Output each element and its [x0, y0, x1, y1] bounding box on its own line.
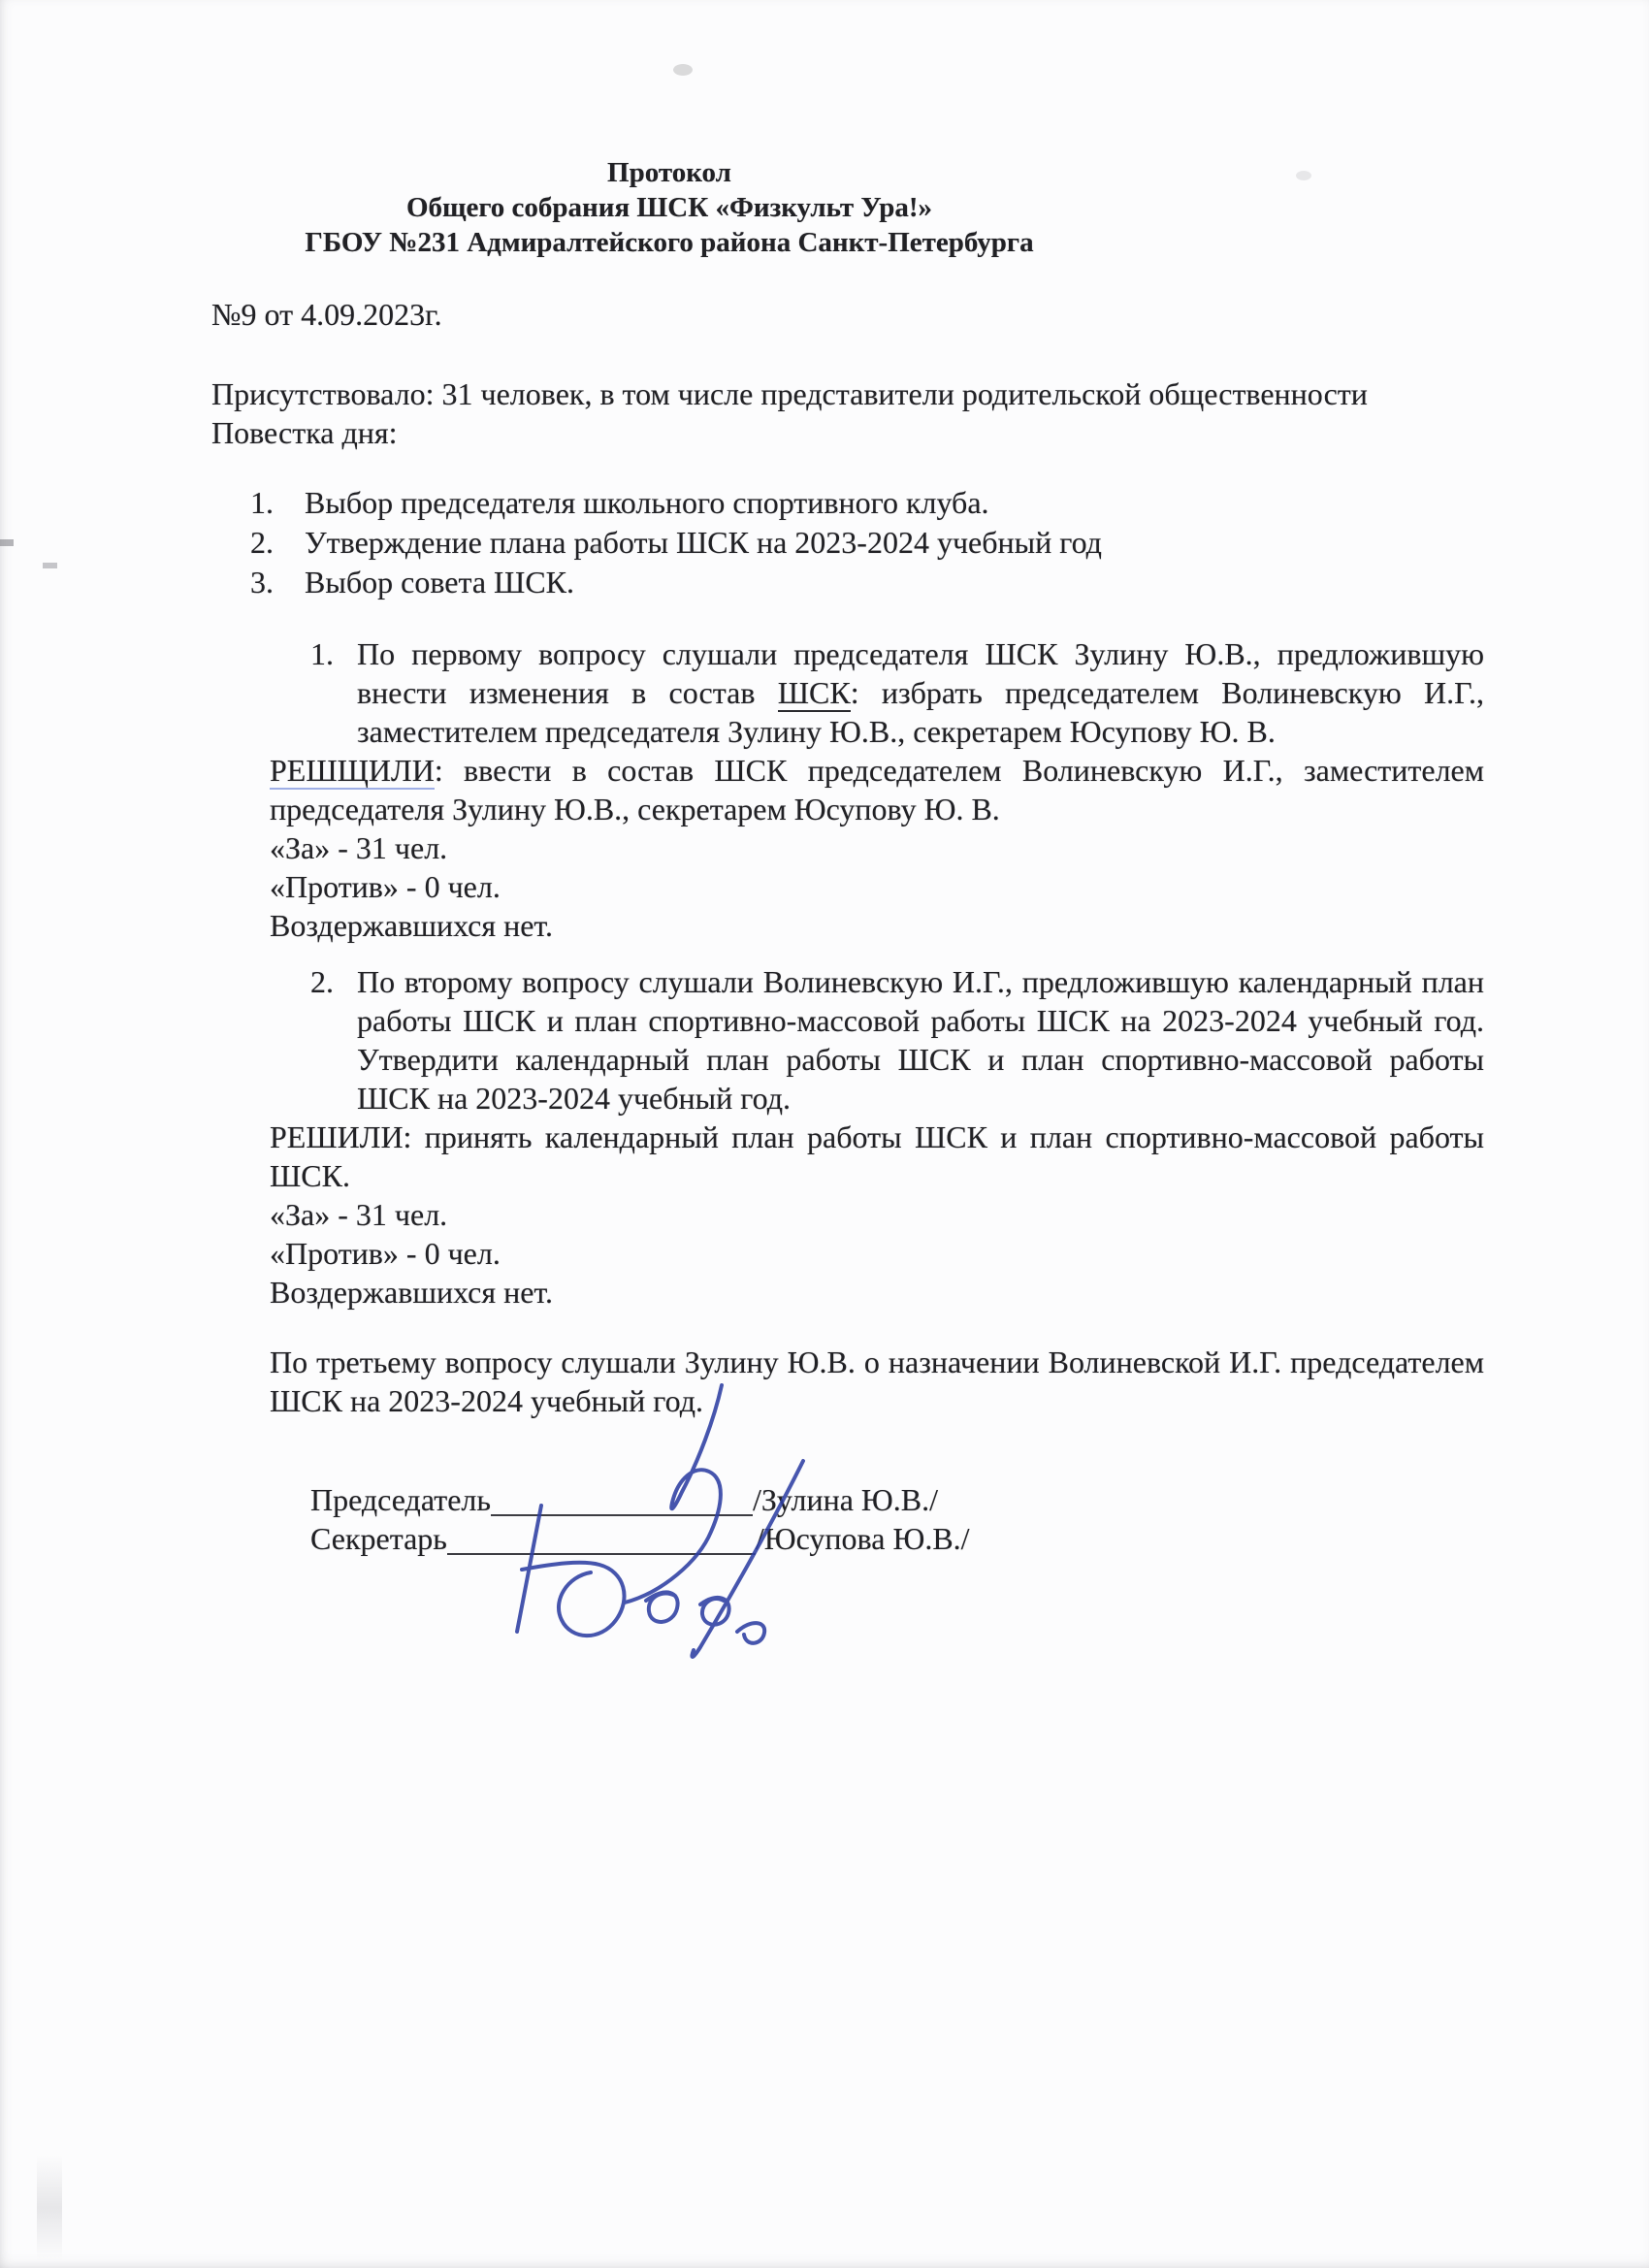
agenda-item-text: Выбор совета ШСК. [305, 565, 574, 599]
agenda-item-text: Выбор председателя школьного спортивного клуба. [305, 485, 989, 520]
question-1-number: 1. [310, 636, 334, 671]
signature-block [310, 1480, 970, 1558]
agenda-item [250, 563, 1102, 602]
resolution-2-text: : принять календарный план работы ШСК и план спортивно-массовой работы ШСК. [270, 1119, 1484, 1193]
question-2-text: По второму вопросу слушали Волиневскую И.Г., предложившую календарный план работы ШСК и план спортивно-массовой работы ШСК на 2023-2024 учебный год. Утвердити календарный план работы ШСК и план спортивно-массовой работы ШСК на 2023-2024 учебный год. [357, 964, 1484, 1116]
title-line-1: Протокол [607, 157, 731, 188]
protocol-number: №9 от 4.09.2023г. [211, 297, 442, 332]
agenda-label: Повестка дня: [211, 415, 398, 450]
intro-block [211, 374, 1492, 452]
signature-role: Секретарь [310, 1521, 447, 1556]
resolution-1-text: : ввести в состав ШСК председателем Волиневскую И.Г., заместителем председателя Зулину Ю.В., секретарем Юсупову Ю. В. [270, 753, 1484, 826]
title-line-2: Общего собрания ШСК «Физкульт Ура!» [405, 192, 933, 223]
votes-for: «За» - 31 чел. [270, 1197, 448, 1232]
title-line-3: ГБОУ №231 Адмиралтейского района Санкт-Петербурга [305, 227, 1034, 258]
votes-abstained: Воздержавшихся нет. [270, 908, 553, 943]
signature-name: /Зулина Ю.В./ [752, 1482, 939, 1517]
question-2-body [310, 962, 1484, 1118]
agenda-item-number: 2. [250, 525, 274, 560]
signature-role: Председатель [310, 1482, 491, 1517]
votes-for: «За» - 31 чел. [270, 830, 448, 865]
question-3-section [270, 1343, 1484, 1420]
resolution-2-word: РЕШИЛИ [270, 1119, 404, 1154]
question-1-underlined-text: ШСК [777, 675, 851, 710]
votes-against: «Против» - 0 чел. [270, 1236, 501, 1271]
scan-artifact [37, 2155, 62, 2260]
signature-name: /Юсупова Ю.В./ [755, 1521, 970, 1556]
question-2-number: 2. [310, 964, 334, 999]
signature-line [491, 1514, 753, 1516]
agenda-item-number: 1. [250, 485, 274, 520]
agenda-list [250, 483, 1102, 602]
document-title [0, 155, 1339, 260]
resolution-1-word: РЕШЩИЛИ [270, 753, 435, 788]
question-2-section [270, 962, 1484, 1312]
scan-artifact [43, 563, 57, 568]
votes-abstained: Воздержавшихся нет. [270, 1275, 553, 1310]
question-1-section [270, 634, 1484, 945]
question-1-body [310, 634, 1485, 751]
resolution-2 [270, 1118, 1484, 1195]
signature-line [447, 1553, 756, 1555]
votes-against: «Против» - 0 чел. [270, 869, 501, 904]
scan-artifact [0, 539, 14, 546]
agenda-item-text: Утверждение плана работы ШСК на 2023-2024 учебный год [305, 525, 1102, 560]
signature-row-secretary [310, 1519, 970, 1558]
question-3-text: По третьему вопросу слушали Зулину Ю.В. о назначении Волиневской И.Г. председателем ШСК на 2023-2024 учебный год. [270, 1345, 1484, 1418]
attendance-line: Присутствовало: 31 человек, в том числе представители родительской общественности [211, 376, 1368, 411]
scan-artifact [673, 64, 693, 76]
question-1-text: По первому вопросу слушали председателя ШСК Зулину Ю.В., предложившую внести изменения в состав [357, 636, 1484, 710]
signature-row-chairman [310, 1480, 970, 1519]
question-1-text-cont: : избрать председателем Волиневскую И.Г., заместителем председателя Зулину Ю.В., секретарем Юсупову Ю. В. [357, 675, 1485, 749]
agenda-item [250, 523, 1102, 563]
agenda-item-number: 3. [250, 565, 274, 599]
resolution-1 [270, 751, 1484, 828]
agenda-item [250, 483, 1102, 523]
